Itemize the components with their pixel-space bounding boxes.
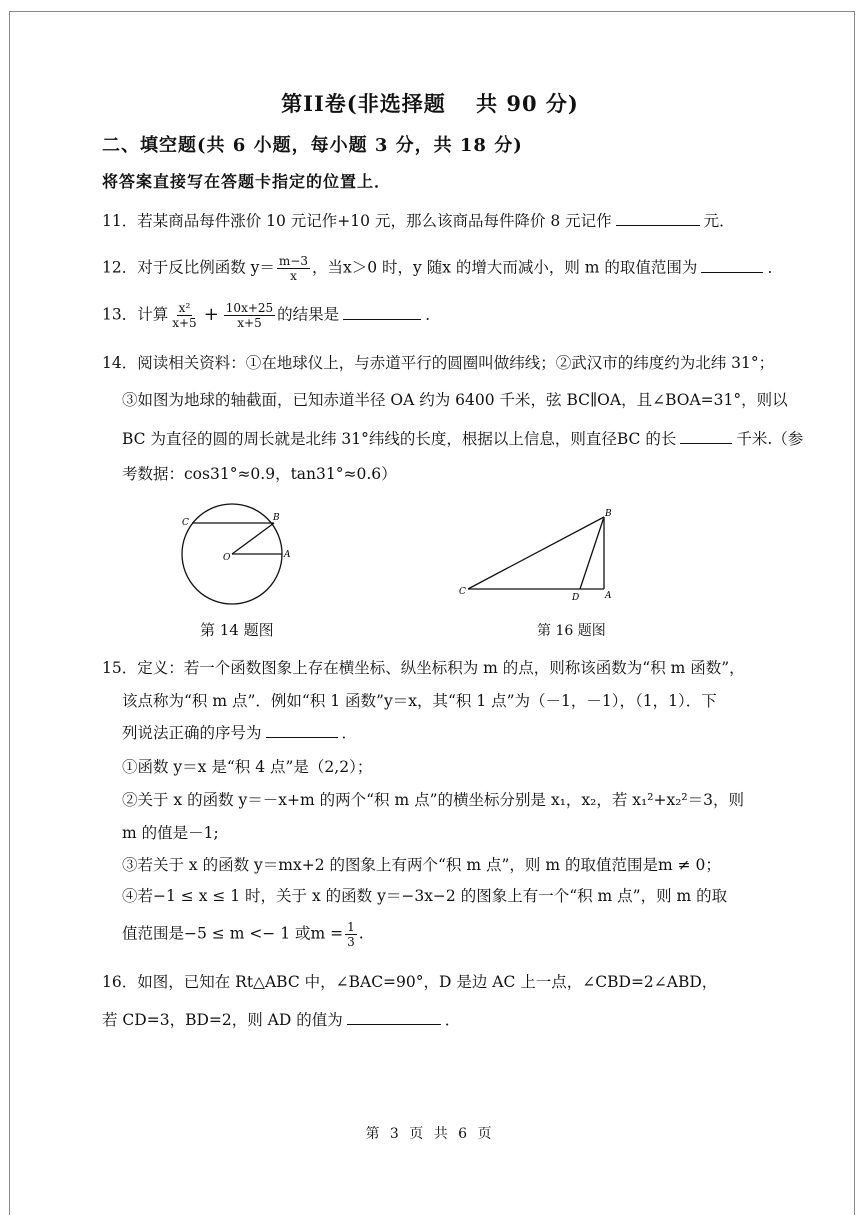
- figure-14-circle-diagram: [170, 500, 300, 612]
- statement-2: ②关于 x 的函数 y＝－x+m 的两个“积 m 点”的横坐标分别是 x₁，x₂，若 x₁²+x₂²＝3，则: [122, 791, 744, 809]
- page-footer: 第 3 页 共 6 页: [365, 1126, 495, 1142]
- instruction: 将答案直接写在答题卡指定的位置上．: [102, 172, 392, 191]
- question-15-line-1: 15．定义：若一个函数图象上存在横坐标、纵坐标积为 m 的点，则称该函数为“积 m 函数”，: [102, 659, 745, 677]
- question-14-line-1: 14．阅读相关资料：①在地球仪上，与赤道平行的圆圈叫做纬线；②武汉市的纬度约为北纬 31°；: [102, 354, 775, 372]
- question-15-line-2: 该点称为“积 m 点”．例如“积 1 函数”y＝x，其“积 1 点”为（－1，－1），（1，1）．下: [122, 692, 717, 710]
- figure-16-triangle-diagram: [452, 505, 622, 605]
- fraction: $\frac{10x+25}{x+5}$: [225, 301, 274, 330]
- question-16-line-2: 若 CD=3，BD=2，则 AD 的值为 ．: [102, 1011, 461, 1029]
- question-11: 11．若某商品每件涨价 10 元记作+10 元，那么该商品每件降价 8 元记作 元．: [102, 212, 735, 230]
- fraction: $\frac{m-3}{x}$: [278, 254, 308, 283]
- question-12: 12．对于反比例函数 y＝ $\frac{m-3}{x}$ ，当x＞0 时，y 随x 的增大而减小，则 m 的取值范围为 ．: [102, 254, 783, 283]
- paper-title: 第II卷(非选择题 共 90 分): [281, 91, 579, 116]
- question-15-line-3: 列说法正确的序号为 ．: [122, 724, 358, 742]
- statement-4-continued: 值范围是−5 ≤ m <− 1 或m = $\frac{1}{3}$ .: [122, 920, 364, 949]
- label-a: A: [605, 591, 612, 601]
- question-14-line-2: ③如图为地球的轴截面，已知赤道半径 OA 约为 6400 千米，弦 BC∥OA，且∠BOA=31°，则以: [122, 391, 788, 409]
- question-14-line-4: 考数据：cos31°≈0.9，tan31°≈0.6）: [122, 465, 397, 483]
- answer-blank-11: [616, 224, 700, 226]
- question-16-line-1: 16．如图，已知在 Rt△ABC 中，∠BAC=90°，D 是边 AC 上一点，∠CBD=2∠ABD，: [102, 973, 718, 991]
- label-a: A: [284, 550, 291, 560]
- label-d: D: [572, 593, 580, 603]
- answer-blank-16: [347, 1023, 441, 1025]
- statement-1: ①函数 y＝x 是“积 4 点”是（2,2）；: [122, 758, 373, 776]
- fraction: $\frac{\text{x²}}{x+5}$: [172, 301, 197, 330]
- figure-14-caption: 第 14 题图: [200, 621, 274, 639]
- answer-blank-13: [343, 318, 421, 320]
- statement-4: ④若−1 ≤ x ≤ 1 时，关于 x 的函数 y＝−3x−2 的图象上有一个“积 m 点”，则 m 的取: [122, 887, 728, 905]
- label-b: B: [273, 513, 280, 523]
- fraction: $\frac{1}{3}$: [347, 920, 355, 949]
- section-heading: 二、填空题(共 6 小题，每小题 3 分，共 18 分): [102, 135, 523, 156]
- statement-3: ③若关于 x 的函数 y＝mx+2 的图象上有两个“积 m 点”，则 m 的取值范围是m ≠ 0；: [122, 856, 721, 874]
- answer-blank-14: [680, 442, 732, 444]
- label-c: C: [459, 587, 466, 597]
- answer-blank-15: [266, 736, 338, 738]
- question-14-line-3: BC 为直径的圆的周长就是北纬 31°纬线的长度，根据以上信息，则直径BC 的长 千米.（参: [122, 430, 804, 448]
- statement-2-continued: m 的值是－1;: [122, 824, 219, 842]
- answer-blank-12: [701, 271, 763, 273]
- label-o: O: [223, 553, 231, 563]
- figure-16-caption: 第 16 题图: [537, 623, 606, 639]
- label-b: B: [605, 509, 612, 519]
- radius-ob: [232, 523, 274, 554]
- label-c: C: [182, 518, 189, 528]
- question-13: 13．计算 $\frac{\text{x²}}{x+5}$ + $\frac{10x+25}{x+5}$ 的结果是 ．: [102, 301, 441, 330]
